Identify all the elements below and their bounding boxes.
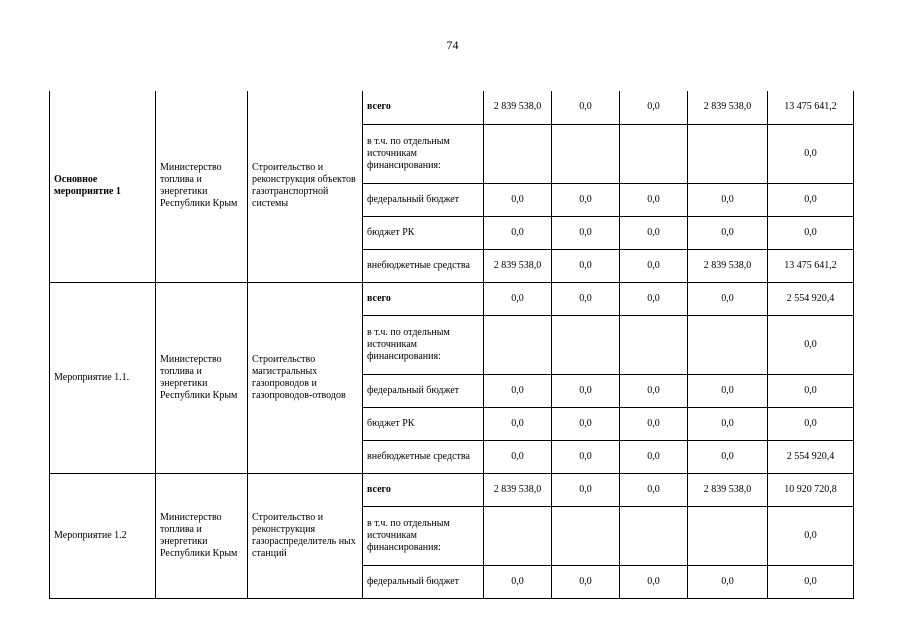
amount-cell: 0,0 — [552, 473, 620, 506]
table-row — [50, 473, 854, 506]
amount-cell: 0,0 — [768, 315, 854, 374]
amount-cell: 0,0 — [768, 124, 854, 183]
amount-cell: 0,0 — [688, 216, 768, 249]
amount-cell: 0,0 — [620, 216, 688, 249]
amount-cell: 0,0 — [552, 440, 620, 473]
amount-cell — [552, 506, 620, 565]
funding-source: в т.ч. по отдельным источникам финансирования: — [363, 124, 484, 183]
amount-cell: 0,0 — [768, 216, 854, 249]
funding-source: бюджет РК — [363, 407, 484, 440]
amount-cell: 0,0 — [552, 183, 620, 216]
amount-cell: 0,0 — [484, 440, 552, 473]
table-row — [50, 282, 854, 315]
amount-cell: 0,0 — [620, 91, 688, 124]
funding-source: федеральный бюджет — [363, 565, 484, 598]
amount-cell: 0,0 — [620, 183, 688, 216]
amount-cell: 0,0 — [484, 282, 552, 315]
amount-cell — [484, 124, 552, 183]
amount-cell: 0,0 — [552, 407, 620, 440]
amount-cell: 2 839 538,0 — [484, 91, 552, 124]
amount-cell — [620, 315, 688, 374]
amount-cell: 10 920 720,8 — [768, 473, 854, 506]
amount-cell: 0,0 — [768, 374, 854, 407]
amount-cell: 2 839 538,0 — [484, 249, 552, 282]
amount-cell: 0,0 — [484, 374, 552, 407]
amount-cell: 0,0 — [620, 249, 688, 282]
amount-cell — [620, 124, 688, 183]
activity-name: Мероприятие 1.1. — [50, 282, 156, 473]
activity-name: Мероприятие 1.2 — [50, 473, 156, 598]
amount-cell: 2 839 538,0 — [484, 473, 552, 506]
amount-cell: 0,0 — [768, 407, 854, 440]
amount-cell: 0,0 — [620, 565, 688, 598]
amount-cell: 0,0 — [552, 216, 620, 249]
amount-cell: 0,0 — [484, 407, 552, 440]
table-row — [50, 91, 854, 124]
activity-name: Основное мероприятие 1 — [50, 91, 156, 282]
funding-source: всего — [363, 473, 484, 506]
amount-cell: 0,0 — [688, 374, 768, 407]
activity-description: Строительство и реконструкция объектов газотранспортной системы — [248, 91, 363, 282]
amount-cell: 0,0 — [552, 565, 620, 598]
funding-source: в т.ч. по отдельным источникам финансирования: — [363, 506, 484, 565]
amount-cell — [620, 506, 688, 565]
funding-source: внебюджетные средства — [363, 249, 484, 282]
amount-cell: 0,0 — [688, 407, 768, 440]
responsible-executor: Министерство топлива и энергетики Республики Крым — [156, 473, 248, 598]
funding-source: в т.ч. по отдельным источникам финансирования: — [363, 315, 484, 374]
amount-cell: 0,0 — [768, 183, 854, 216]
amount-cell: 0,0 — [688, 440, 768, 473]
amount-cell: 2 839 538,0 — [688, 91, 768, 124]
amount-cell: 2 554 920,4 — [768, 440, 854, 473]
amount-cell: 0,0 — [620, 282, 688, 315]
amount-cell: 13 475 641,2 — [768, 91, 854, 124]
amount-cell: 2 554 920,4 — [768, 282, 854, 315]
amount-cell: 0,0 — [620, 473, 688, 506]
responsible-executor: Министерство топлива и энергетики Республики Крым — [156, 282, 248, 473]
funding-source: внебюджетные средства — [363, 440, 484, 473]
amount-cell: 2 839 538,0 — [688, 473, 768, 506]
amount-cell: 0,0 — [688, 565, 768, 598]
funding-source: федеральный бюджет — [363, 183, 484, 216]
amount-cell: 0,0 — [688, 183, 768, 216]
amount-cell — [552, 124, 620, 183]
amount-cell — [484, 315, 552, 374]
amount-cell: 0,0 — [688, 282, 768, 315]
activity-description: Строительство и реконструкция газораспределитель ных станций — [248, 473, 363, 598]
amount-cell — [484, 506, 552, 565]
amount-cell: 0,0 — [620, 440, 688, 473]
amount-cell: 0,0 — [768, 506, 854, 565]
amount-cell: 0,0 — [552, 374, 620, 407]
amount-cell: 0,0 — [484, 183, 552, 216]
amount-cell: 2 839 538,0 — [688, 249, 768, 282]
amount-cell: 0,0 — [620, 407, 688, 440]
funding-source: федеральный бюджет — [363, 374, 484, 407]
responsible-executor: Министерство топлива и энергетики Республики Крым — [156, 91, 248, 282]
activity-description: Строительство магистральных газопроводов и газопроводов-отводов — [248, 282, 363, 473]
amount-cell — [552, 315, 620, 374]
amount-cell — [688, 315, 768, 374]
amount-cell — [688, 124, 768, 183]
amount-cell: 0,0 — [552, 91, 620, 124]
funding-source: бюджет РК — [363, 216, 484, 249]
amount-cell — [688, 506, 768, 565]
amount-cell: 0,0 — [552, 249, 620, 282]
amount-cell: 13 475 641,2 — [768, 249, 854, 282]
amount-cell: 0,0 — [620, 374, 688, 407]
funding-source: всего — [363, 91, 484, 124]
page-number: 74 — [446, 38, 459, 52]
amount-cell: 0,0 — [768, 565, 854, 598]
amount-cell: 0,0 — [484, 565, 552, 598]
amount-cell: 0,0 — [484, 216, 552, 249]
amount-cell: 0,0 — [552, 282, 620, 315]
program-budget-table — [49, 91, 854, 599]
funding-source: всего — [363, 282, 484, 315]
